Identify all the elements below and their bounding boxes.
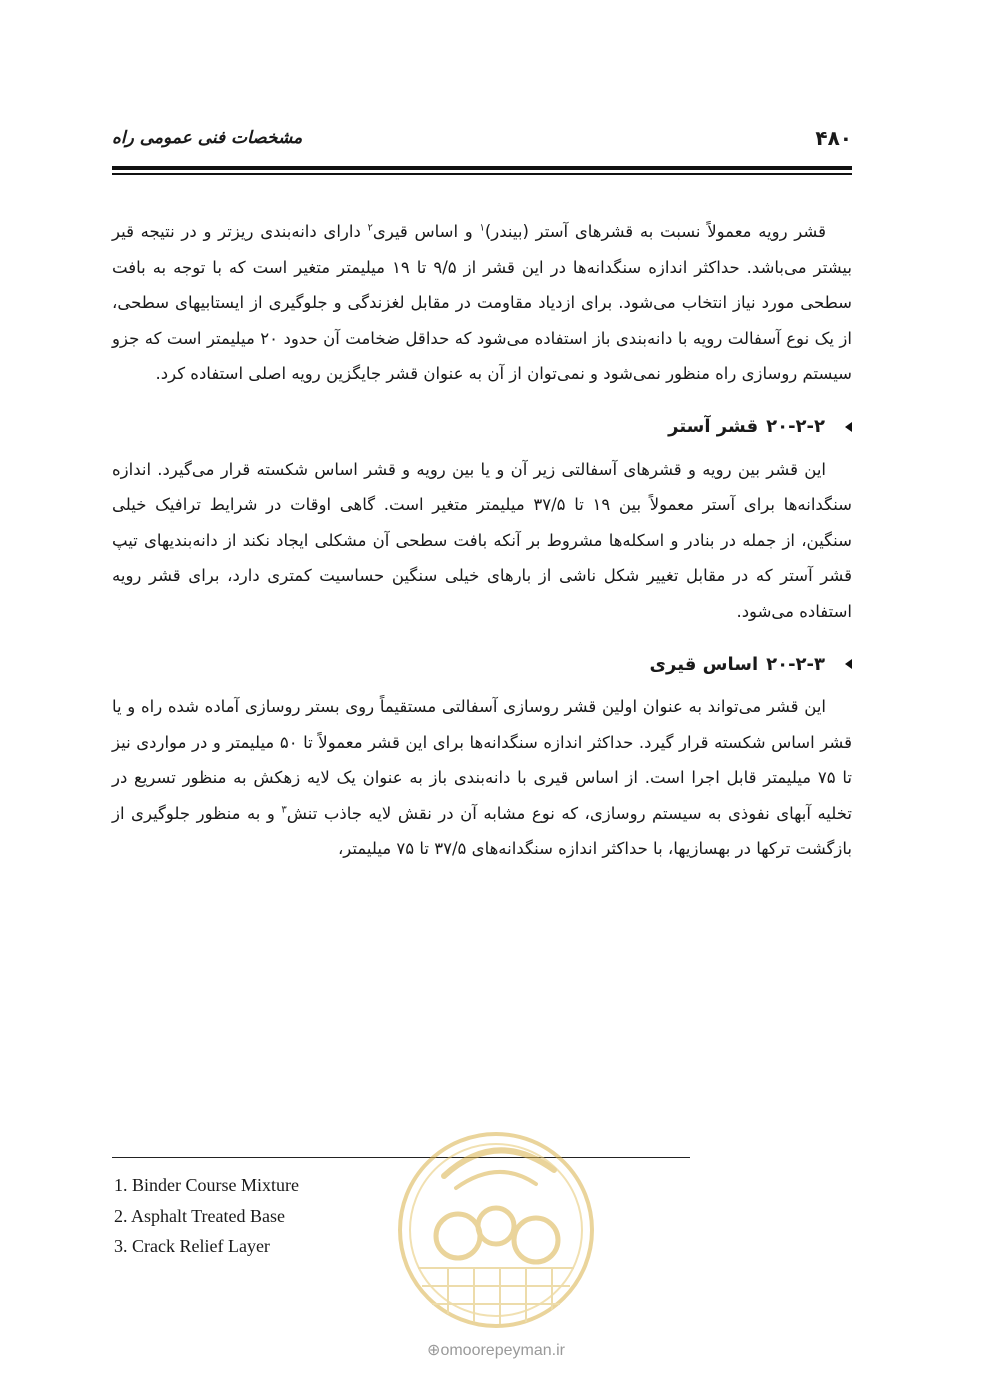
footnote-item: 3. Crack Relief Layer bbox=[114, 1236, 270, 1256]
footnote-ref-3[interactable]: ۳ bbox=[281, 804, 287, 815]
triangle-bullet-icon bbox=[845, 422, 852, 432]
footnote-ref-1[interactable]: ۱ bbox=[479, 222, 485, 234]
page-number: ۴۸۰ bbox=[815, 126, 852, 150]
section-heading-binder bbox=[112, 408, 852, 446]
section-number: ۲۰-۲-۳ bbox=[766, 653, 825, 675]
asphalt-base-paragraph bbox=[112, 689, 852, 867]
footnote-item: 2. Asphalt Treated Base bbox=[114, 1205, 285, 1226]
running-header bbox=[112, 126, 852, 160]
section-title: قشر آستر bbox=[668, 416, 759, 437]
triangle-bullet-icon bbox=[845, 659, 852, 669]
intro-text-b: و اساس قیری bbox=[372, 222, 480, 241]
asphalt-base-text-a: این قشر می‌تواند به عنوان اولین قشر روسازی آسفالتی مستقیماً روی بستر روسازی آماده شده راه و یا قشر اساس شکسته قرار گیرد. حداکثر اندازه سنگدانه‌ها برای این قشر معمولاً تا ۵۰ میلیمتر و در مواردی نیز تا ۷۵ میلیمتر قابل اجرا است. از اساس قیری با دانه‌بندی باز به عنوان یک لایه زهکش به منظور تسریع در تخلیه آبهای نفوذی به سیستم روسازی، که نوع مشابه آن در نقش لایه جاذب تنش bbox=[112, 697, 852, 823]
binder-paragraph: این قشر بین رویه و قشرهای آسفالتی زیر آن و یا بین رویه و قشر اساس شکسته قرار می‌گیرد. اندازه سنگدانه‌ها برای آستر معمولاً بین ۱۹ تا ۳۷/۵ میلیمتر متغیر است. گاهی اوقات در شرایط ترافیک خیلی سنگین، از جمله در بنادر و اسکله‌ها مشروط بر آنکه بافت سطحی آن مشکلی ایجاد نکند از دانه‌بندیهای تیپ قشر آستر که در مقابل تغییر شکل ناشی از بارهای خیلی سنگین حساسیت کمتری دارد، برای قشر رویه استفاده می‌شود. bbox=[112, 459, 853, 621]
section-title: اساس قیری bbox=[649, 653, 759, 675]
intro-paragraph bbox=[112, 214, 852, 392]
asphalt-base-text-b: و به منظور جلوگیری از بازگشت ترکها در بهسازیها، با حداکثر اندازه سنگدانه‌های ۳۷/۵ تا ۷۵ میلیمتر، bbox=[112, 803, 852, 858]
watermark-url bbox=[396, 1340, 596, 1360]
main-content bbox=[112, 214, 852, 867]
watermark-logo-icon bbox=[386, 1118, 606, 1343]
watermark-url-text: omoorepeyman.ir bbox=[440, 1342, 565, 1359]
intro-text-a: قشر رویه معمولاً نسبت به قشرهای آستر (بیندر) bbox=[484, 222, 827, 241]
globe-icon: ⊕ bbox=[427, 1342, 441, 1359]
section-number: ۲۰-۲-۲ bbox=[766, 416, 825, 437]
footnote-ref-2[interactable]: ۲ bbox=[367, 222, 373, 234]
footnote-item: 1. Binder Course Mixture bbox=[114, 1175, 299, 1195]
header-rule-thick bbox=[112, 166, 852, 170]
header-rule-thin bbox=[112, 173, 852, 175]
section-heading-asphalt-base bbox=[112, 645, 852, 683]
intro-text-c: دارای دانه‌بندی ریزتر و در نتیجه قیر بیشتر می‌باشد. حداکثر اندازه سنگدانه‌ها در این قشر از ۹/۵ تا ۱۹ میلیمتر متغیر است که با توجه به بافت سطحی مورد نیاز انتخاب می‌شود. برای ازدیاد مقاومت در مقابل لغزندگی و جلوگیری از ایستابیهای سطحی، از یک نوع آسفالت رویه با دانه‌بندی باز استفاده می‌شود که حداقل ضخامت آن حدود ۲۰ میلیمتر است که جزو سیستم روسازی راه منظور نمی‌شود و نمی‌توان از آن به عنوان قشر جایگزین رویه اصلی استفاده کرد. bbox=[112, 222, 852, 383]
book-title: مشخصات فنی عمومی راه bbox=[112, 128, 303, 148]
